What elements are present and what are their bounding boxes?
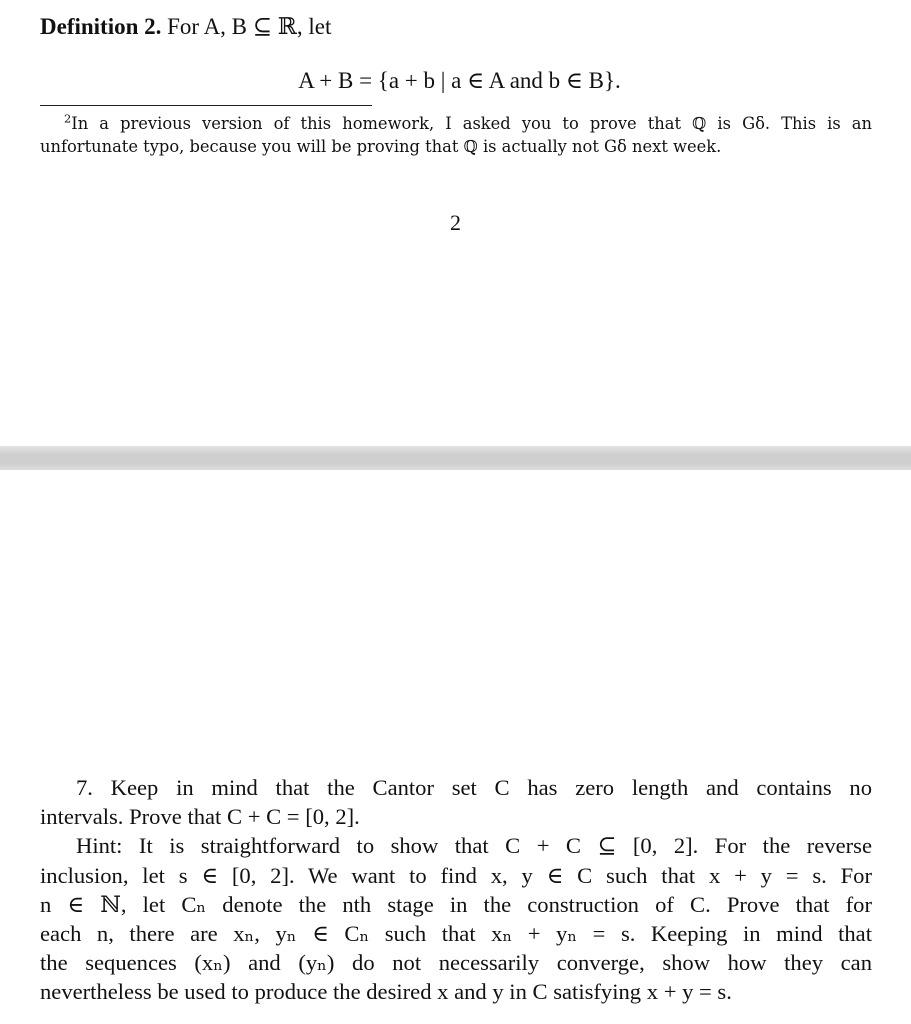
problem-line-1: 7. Keep in mind that the Cantor set C has zero length and contains no <box>76 775 872 800</box>
footnote-line-1-text: In a previous version of this homework, I asked you to prove that ℚ is Gδ. This is an <box>71 114 872 133</box>
problem-line-5: n ∈ ℕ, let Cₙ denote the nth stage in the construction of C. Prove that for <box>40 891 872 917</box>
problem-line-8: nevertheless be used to produce the desired x and y in C satisfying x + y = s. <box>40 979 732 1005</box>
display-equation-text: A + B = {a + b | a ∈ A and b ∈ B}. <box>298 68 621 93</box>
display-equation <box>0 68 911 94</box>
footnote-line-2: unfortunate typo, because you will be proving that ℚ is actually not Gδ next week. <box>40 137 722 156</box>
problem-line-3: Hint: It is straightforward to show that C + C ⊆ [0, 2]. For the reverse <box>76 833 872 859</box>
definition-label: Definition 2. <box>40 14 162 39</box>
footnote-marker: 2 <box>64 111 72 126</box>
problem-7 <box>40 773 872 1007</box>
problem-line-4: inclusion, let s ∈ [0, 2]. We want to find x, y ∈ C such that x + y = s. For <box>40 862 872 888</box>
footnote-rule <box>40 105 372 106</box>
page-number: 2 <box>450 210 461 235</box>
problem-line-7: the sequences (xₙ) and (yₙ) do not necessarily converge, show how they can <box>40 950 872 976</box>
problem-line-6: each n, there are xₙ, yₙ ∈ Cₙ such that xₙ + yₙ = s. Keeping in mind that <box>40 921 872 947</box>
page-bottom <box>0 470 911 1024</box>
problem-line-2: intervals. Prove that C + C = [0, 2]. <box>40 804 360 830</box>
footnote-line-1 <box>40 112 872 135</box>
page-gap <box>0 446 911 470</box>
definition-line <box>40 14 331 40</box>
definition-text: For A, B ⊆ ℝ, let <box>167 14 332 39</box>
page-top <box>0 0 911 446</box>
footnote <box>40 112 872 158</box>
